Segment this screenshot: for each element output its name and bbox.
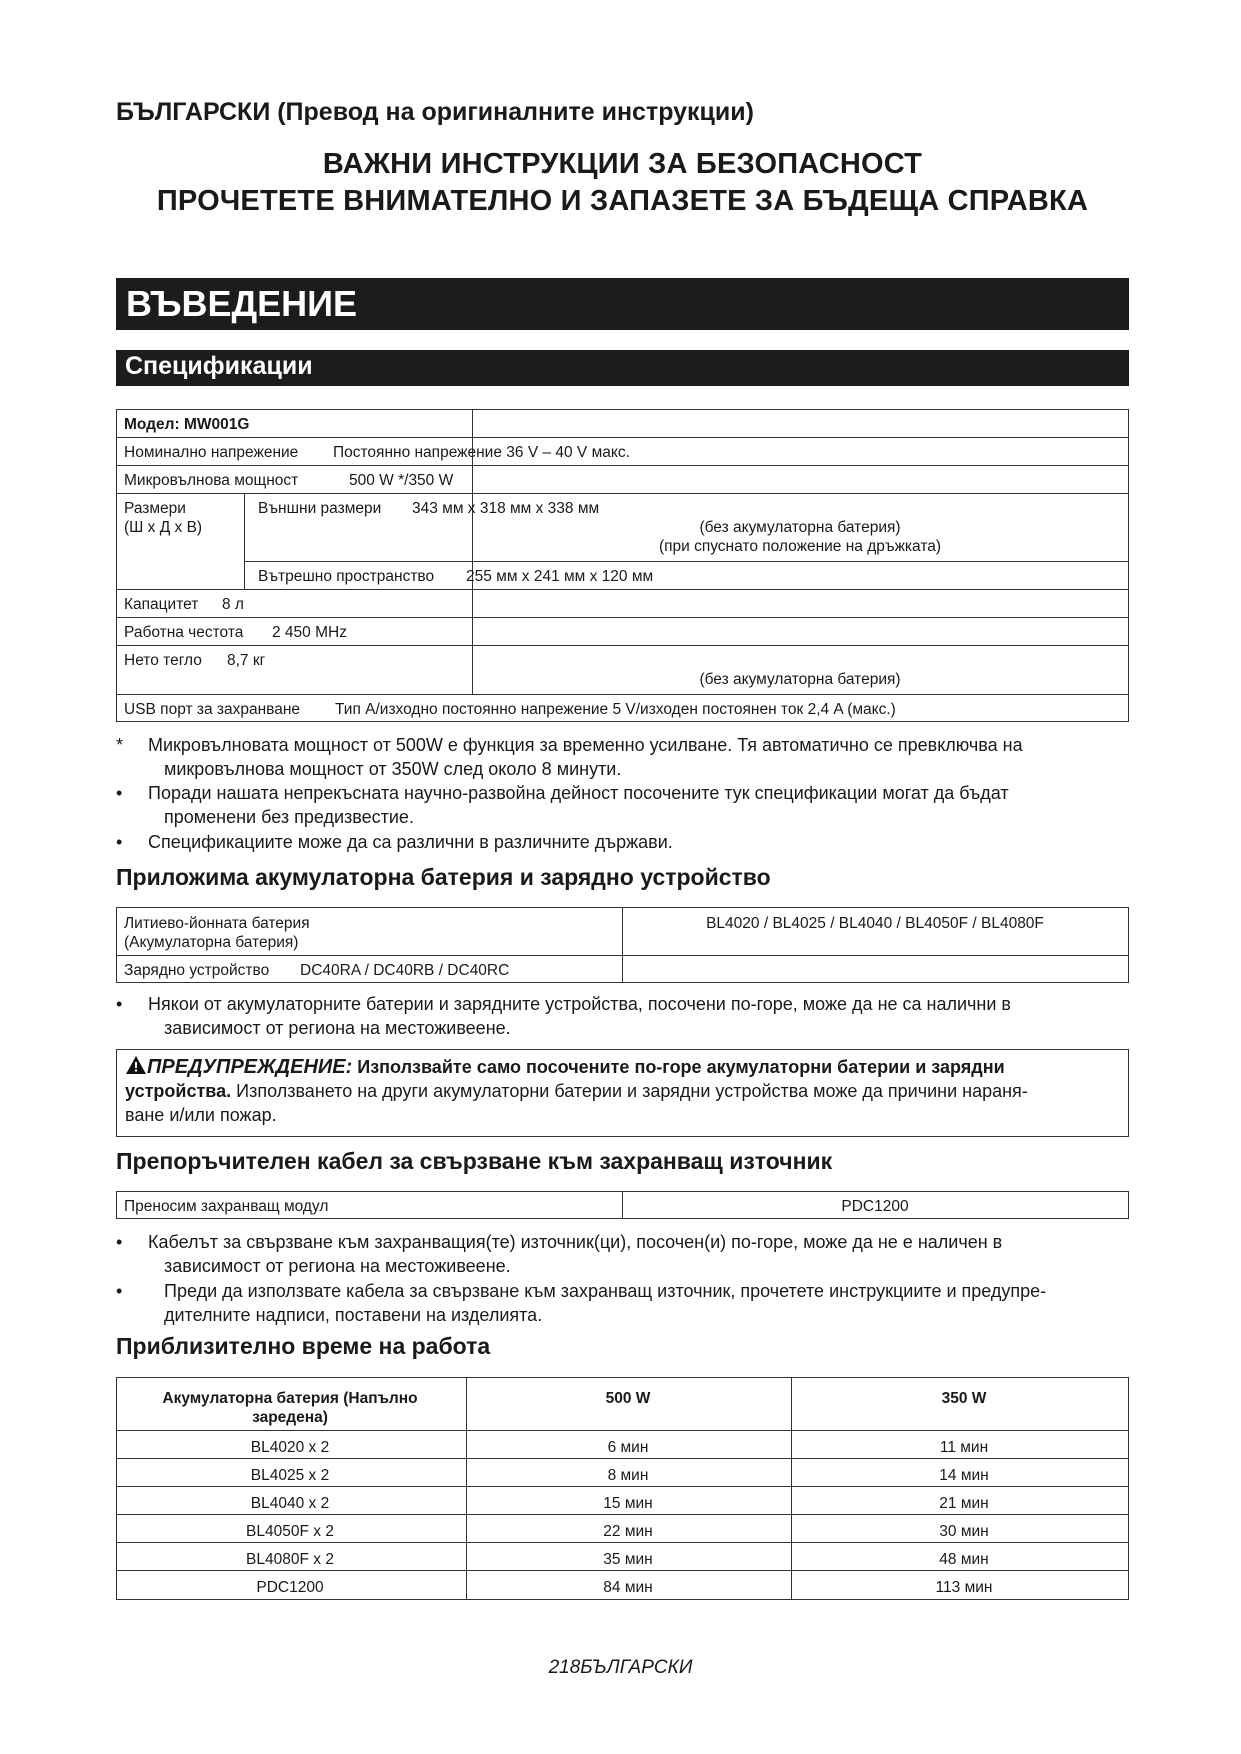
section-title-band bbox=[116, 278, 1129, 330]
table-divider bbox=[622, 907, 623, 983]
note-text: Поради нашата непрекъсната научно-развойна дейност посочените тук спецификации могат да бъдат bbox=[148, 783, 1009, 803]
table-rule bbox=[116, 694, 1129, 695]
cable-note bbox=[116, 1279, 1129, 1327]
spec-model: Модел: MW001G bbox=[124, 416, 250, 433]
runtime-cell: 30 мин bbox=[939, 1523, 989, 1540]
spec-dimensions-axes: (Ш x Д x В) bbox=[124, 519, 203, 536]
runtime-cell: BL4050F x 2 bbox=[246, 1523, 334, 1540]
table-rule bbox=[116, 1458, 1129, 1459]
table-rule bbox=[116, 617, 1129, 618]
bullet-marker: • bbox=[116, 1281, 123, 1301]
spec-weight-label: Нето тегло bbox=[124, 652, 202, 669]
spec-outer-note-2: (при спуснато положение на дръжката) bbox=[658, 538, 942, 555]
table-rule bbox=[116, 493, 1129, 494]
table-rule bbox=[116, 645, 1129, 646]
page-footer: 218БЪЛГАРСКИ bbox=[548, 1657, 693, 1678]
spec-capacity-label: Капацитет bbox=[124, 596, 199, 613]
spec-note bbox=[116, 733, 1129, 781]
bullet-marker: • bbox=[116, 994, 123, 1014]
note-text: Микровълновата мощност от 500W е функция за временно усилване. Тя автоматично се превключва на bbox=[148, 735, 1023, 755]
runtime-cell: 21 мин bbox=[939, 1495, 989, 1512]
runtime-title: Приблизително време на работа bbox=[116, 1333, 491, 1359]
note-text-cont: микровълнова мощност от 350W след около 8 минути. bbox=[164, 759, 622, 779]
spec-usb-label: USB порт за захранване bbox=[124, 701, 301, 718]
spec-outer-value: 343 мм x 318 мм x 338 мм bbox=[412, 500, 600, 517]
runtime-cell: 15 мин bbox=[603, 1495, 653, 1512]
runtime-cell: BL4080F x 2 bbox=[246, 1551, 334, 1568]
runtime-header-350w: 350 W bbox=[941, 1390, 987, 1407]
runtime-cell: 14 мин bbox=[939, 1467, 989, 1484]
warning-bold-text-2: устройства. bbox=[125, 1081, 232, 1101]
safety-heading-line-1: ВАЖНИ ИНСТРУКЦИИ ЗА БЕЗОПАСНОСТ bbox=[322, 148, 923, 180]
warning-text: Използването на други акумулаторни батерии и зарядни устройства може да причини нараня- bbox=[236, 1081, 1028, 1101]
spec-weight-value: 8,7 кг bbox=[227, 652, 266, 669]
table-rule bbox=[116, 589, 1129, 590]
table-rule bbox=[244, 561, 1129, 562]
note-text: Някои от акумулаторните батерии и зарядните устройства, посочени по-горе, може да не са налични в bbox=[148, 994, 1011, 1014]
battery-note bbox=[116, 992, 1129, 1040]
battery-label-2: (Акумулаторна батерия) bbox=[124, 934, 299, 951]
warning-triangle-icon bbox=[125, 1055, 147, 1075]
spec-inner-label: Вътрешно пространство bbox=[258, 568, 435, 585]
spec-power-value: 500 W */350 W bbox=[349, 472, 454, 489]
language-title: БЪЛГАРСКИ (Превод на оригиналните инструкции) bbox=[116, 98, 754, 126]
note-text: Спецификациите може да са различни в различните държави. bbox=[148, 832, 673, 852]
spec-capacity-value: 8 л bbox=[222, 596, 244, 613]
spec-dimensions-label: Размери bbox=[124, 500, 186, 517]
cable-value: PDC1200 bbox=[841, 1198, 909, 1215]
table-rule bbox=[116, 1486, 1129, 1487]
spec-note bbox=[116, 781, 1129, 829]
battery-models: BL4020 / BL4025 / BL4040 / BL4050F / BL4080F bbox=[706, 915, 1044, 932]
runtime-header-battery-2: заредена) bbox=[252, 1409, 328, 1426]
charger-models: DC40RA / DC40RB / DC40RC bbox=[300, 962, 510, 979]
cable-label: Преносим захранващ модул bbox=[124, 1198, 329, 1215]
spec-voltage-label: Номинално напрежение bbox=[124, 444, 299, 461]
specs-title: Спецификации bbox=[125, 352, 313, 380]
runtime-cell: BL4025 x 2 bbox=[250, 1467, 330, 1484]
table-divider bbox=[244, 493, 245, 589]
section-title: ВЪВЕДЕНИЕ bbox=[126, 283, 358, 324]
runtime-cell: 8 мин bbox=[607, 1467, 649, 1484]
note-text: Преди да използвате кабела за свързване към захранващ източник, прочетете инструкциите и предупре- bbox=[164, 1281, 1047, 1301]
table-rule bbox=[116, 1570, 1129, 1571]
spec-note bbox=[116, 830, 1129, 854]
table-divider bbox=[622, 1191, 623, 1219]
note-text-cont: зависимост от региона на местоживеене. bbox=[164, 1256, 511, 1276]
table-divider bbox=[466, 1377, 467, 1600]
runtime-cell: PDC1200 bbox=[256, 1579, 324, 1596]
bullet-marker: • bbox=[116, 1232, 123, 1252]
table-rule bbox=[116, 465, 1129, 466]
spec-inner-value: 255 мм x 241 мм x 120 мм bbox=[466, 568, 654, 585]
table-divider bbox=[791, 1377, 792, 1600]
bullet-marker: • bbox=[116, 832, 123, 852]
spec-frequency-value: 2 450 MHz bbox=[272, 624, 347, 641]
warning-box bbox=[116, 1049, 1129, 1137]
specs-title-band bbox=[116, 350, 1129, 386]
warning-bold-text: Използвайте само посочените по-горе акумулаторни батерии и зарядни bbox=[357, 1057, 1005, 1077]
spec-voltage-value: Постоянно напрежение 36 V – 40 V макс. bbox=[333, 444, 630, 461]
note-text-cont: зависимост от региона на местоживеене. bbox=[164, 1018, 511, 1038]
note-text: Кабелът за свързване към захранващия(те) източник(ци), посочен(и) по-горе, може да не е наличен в bbox=[148, 1232, 1003, 1252]
runtime-cell: BL4040 x 2 bbox=[250, 1495, 330, 1512]
spec-outer-label: Външни размери bbox=[258, 500, 382, 517]
runtime-cell: 11 мин bbox=[939, 1439, 989, 1456]
battery-label: Литиево-йонната батерия bbox=[124, 915, 310, 932]
warning-text-2: ване и/или пожар. bbox=[125, 1105, 277, 1125]
safety-heading-line-2: ПРОЧЕТЕТЕ ВНИМАТЕЛНО И ЗАПАЗЕТЕ ЗА БЪДЕЩА СПРАВКА bbox=[156, 185, 1089, 217]
bullet-marker: • bbox=[116, 783, 123, 803]
spec-weight-note: (без акумулаторна батерия) bbox=[699, 671, 901, 688]
spec-frequency-label: Работна честота bbox=[124, 624, 244, 641]
cable-note bbox=[116, 1230, 1129, 1278]
runtime-cell: 22 мин bbox=[603, 1523, 653, 1540]
charger-label: Зарядно устройство bbox=[124, 962, 270, 979]
table-rule bbox=[116, 1514, 1129, 1515]
runtime-header-battery: Акумулаторна батерия (Напълно bbox=[162, 1390, 418, 1407]
spec-outer-note-1: (без акумулаторна батерия) bbox=[699, 519, 901, 536]
battery-title: Приложима акумулаторна батерия и зарядно устройство bbox=[116, 864, 771, 890]
note-text-cont: дителните надписи, поставени на изделията. bbox=[164, 1305, 543, 1325]
table-rule bbox=[116, 1430, 1129, 1431]
spec-power-label: Микровълнова мощност bbox=[124, 472, 299, 489]
runtime-cell: 35 мин bbox=[603, 1551, 653, 1568]
runtime-cell: 48 мин bbox=[939, 1551, 989, 1568]
table-rule bbox=[116, 1542, 1129, 1543]
runtime-cell: 84 мин bbox=[603, 1579, 653, 1596]
note-marker: * bbox=[116, 735, 124, 755]
table-rule bbox=[116, 437, 1129, 438]
runtime-cell: 6 мин bbox=[607, 1439, 649, 1456]
runtime-cell: BL4020 x 2 bbox=[250, 1439, 330, 1456]
runtime-cell: 113 мин bbox=[935, 1579, 993, 1596]
warning-title: ПРЕДУПРЕЖДЕНИЕ: bbox=[147, 1056, 353, 1078]
cable-title: Препоръчителен кабел за свързване към захранващ източник bbox=[116, 1148, 833, 1174]
spec-usb-value: Тип A/изходно постоянно напрежение 5 V/изходен постоянен ток 2,4 A (макс.) bbox=[335, 701, 896, 718]
note-text-cont: променени без предизвестие. bbox=[164, 807, 414, 827]
runtime-header-500w: 500 W bbox=[605, 1390, 651, 1407]
